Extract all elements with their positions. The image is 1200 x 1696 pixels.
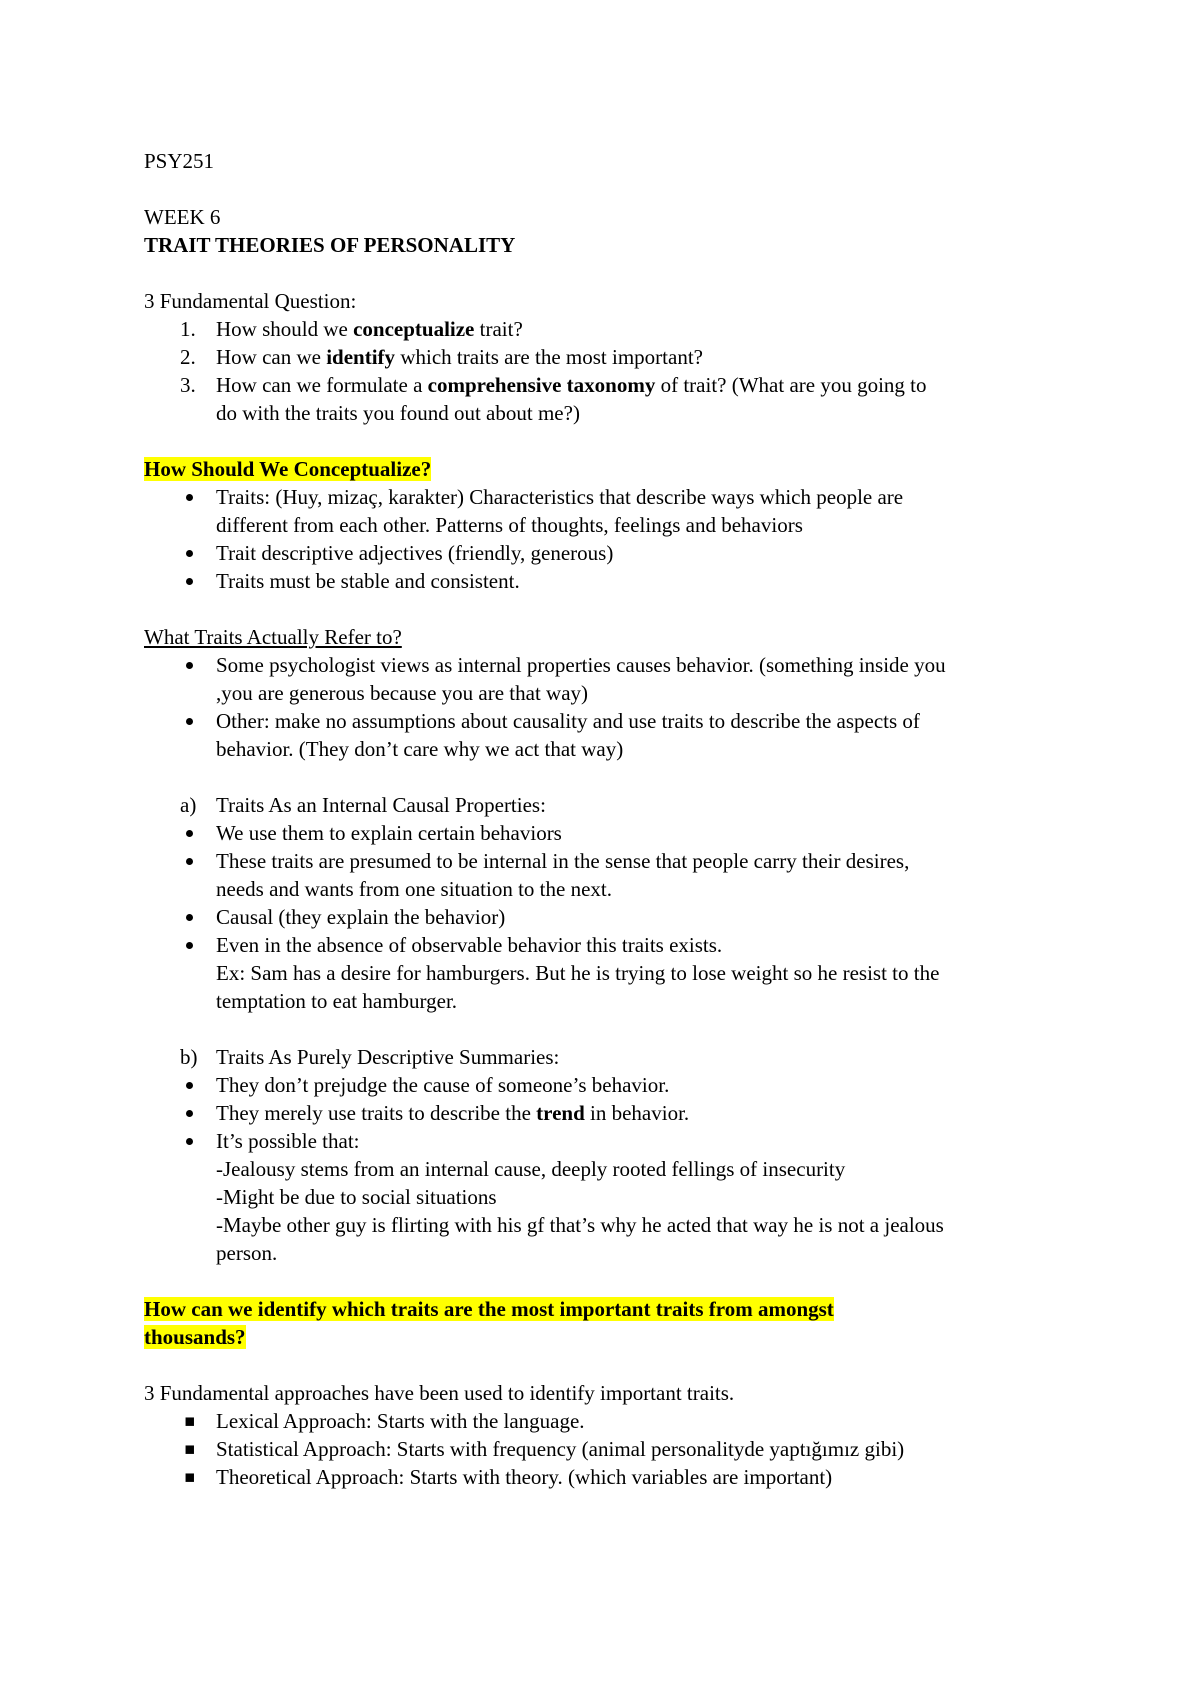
list-item: They merely use traits to describe the trend in behavior. xyxy=(144,1099,1074,1127)
list-item: They don’t prejudge the cause of someone’s behavior. xyxy=(144,1071,1074,1099)
lettered-heading: a) Traits As an Internal Causal Properties: xyxy=(180,793,546,817)
document-title: TRAIT THEORIES OF PERSONALITY xyxy=(144,233,516,257)
list-item: These traits are presumed to be internal in the sense that people carry their desires, needs and wants from one situation to the next. xyxy=(144,847,1074,903)
list-item: ▪ Statistical Approach: Starts with frequency (animal personalityde yaptığımız gibi) xyxy=(184,1437,905,1461)
bullet-icon xyxy=(186,1138,193,1145)
lettered-heading: b) Traits As Purely Descriptive Summaries: xyxy=(180,1045,560,1069)
list-item: ▪ Theoretical Approach: Starts with theory. (which variables are important) xyxy=(184,1465,833,1489)
course-code: PSY251 xyxy=(144,149,215,173)
bullet-icon xyxy=(186,858,193,865)
section-heading-continued: thousands? xyxy=(144,1325,246,1349)
bullet-icon xyxy=(186,914,193,921)
bullet-icon xyxy=(186,1110,193,1117)
list-item: We use them to explain certain behaviors xyxy=(144,819,1074,847)
questions-intro: 3 Fundamental Question: xyxy=(144,289,357,313)
list-item: Traits must be stable and consistent. xyxy=(144,567,1074,595)
bullet-icon xyxy=(186,578,193,585)
approaches-intro: 3 Fundamental approaches have been used to identify important traits. xyxy=(144,1381,735,1405)
bullet-icon xyxy=(186,718,193,725)
section-heading: How can we identify which traits are the most important traits from amongst xyxy=(144,1297,834,1321)
subsection-heading: What Traits Actually Refer to? xyxy=(144,625,402,649)
week-label: WEEK 6 xyxy=(144,205,221,229)
square-bullet-icon: ▪ xyxy=(184,1467,196,1487)
list-item: Other: make no assumptions about causality and use traits to describe the aspects of behavior. (They don’t care why we act that way) xyxy=(144,707,1074,763)
document-body xyxy=(144,147,1074,1491)
square-bullet-icon: ▪ xyxy=(184,1439,196,1459)
bullet-icon xyxy=(186,830,193,837)
bullet-icon xyxy=(186,662,193,669)
bullet-icon xyxy=(186,550,193,557)
square-bullet-icon: ▪ xyxy=(184,1411,196,1431)
list-item: 1. How should we conceptualize trait? xyxy=(180,317,523,341)
list-item: Trait descriptive adjectives (friendly, generous) xyxy=(144,539,1074,567)
list-item: Even in the absence of observable behavior this traits exists. Ex: Sam has a desire for hamburgers. But he is trying to lose weight so he resist to the temptation to eat hamburger. xyxy=(144,931,1074,1015)
bullet-icon xyxy=(186,494,193,501)
list-item: 2. How can we identify which traits are the most important? xyxy=(180,345,703,369)
bullet-icon xyxy=(186,942,193,949)
list-item: Causal (they explain the behavior) xyxy=(144,903,1074,931)
section-heading: How Should We Conceptualize? xyxy=(144,457,432,481)
list-item: Traits: (Huy, mizaç, karakter) Characteristics that describe ways which people are different from each other. Patterns of thoughts, feelings and behaviors xyxy=(144,483,1074,539)
bullet-icon xyxy=(186,1082,193,1089)
list-item: ▪ Lexical Approach: Starts with the language. xyxy=(184,1409,585,1433)
list-item: Some psychologist views as internal properties causes behavior. (something inside you ,you are generous because you are that way) xyxy=(144,651,1074,707)
list-item: 3. How can we formulate a comprehensive taxonomy of trait? (What are you going to do with the traits you found out about me?) xyxy=(180,373,927,425)
list-item: It’s possible that: -Jealousy stems from an internal cause, deeply rooted fellings of insecurity -Might be due to social situations -Maybe other guy is flirting with his gf that’s why he acted that way he is not a jealous person. xyxy=(144,1127,1074,1267)
